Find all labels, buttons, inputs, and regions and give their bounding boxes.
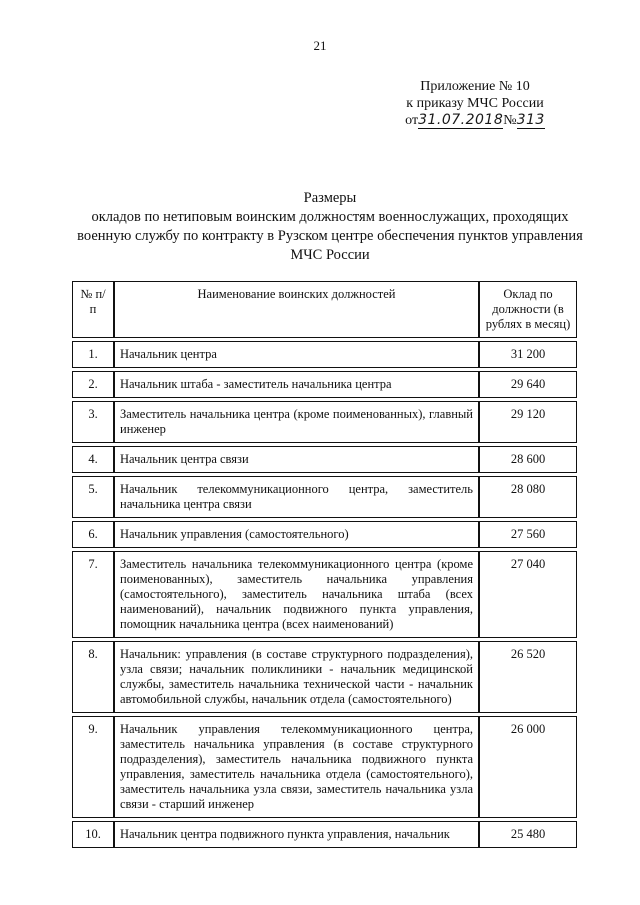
- order-date-handwritten: 31.07.2018: [418, 112, 504, 128]
- row-number: 1.: [72, 341, 114, 368]
- row-position: Заместитель начальника телекоммуникационного центра (кроме поименованных), заместитель начальника управления (самостоятельного), заместитель начальника штаба (всех наименований), начальник подвижного пункта управления, помощник начальника центра (всех наименований): [114, 551, 479, 638]
- table-row: [72, 821, 577, 848]
- row-position: Начальник центра: [114, 341, 479, 368]
- table-header-row: [72, 281, 577, 338]
- table-row: [72, 551, 577, 638]
- row-position: Начальник телекоммуникационного центра, заместитель начальника центра связи: [114, 476, 479, 518]
- row-number: 7.: [72, 551, 114, 638]
- row-salary: 29 120: [479, 401, 577, 443]
- appendix-block: [380, 78, 570, 129]
- row-salary: 28 080: [479, 476, 577, 518]
- heading-line-2: окладов по нетиповым воинским должностям военнослужащих, проходящих: [91, 209, 569, 225]
- order-date-line: [380, 112, 570, 129]
- document-heading: [60, 189, 600, 265]
- heading-line-1: Размеры: [303, 190, 357, 206]
- row-number: 8.: [72, 641, 114, 713]
- row-number: 6.: [72, 521, 114, 548]
- row-position: Начальник центра связи: [114, 446, 479, 473]
- row-salary: 31 200: [479, 341, 577, 368]
- table-row: [72, 716, 577, 818]
- row-position: Начальник управления (самостоятельного): [114, 521, 479, 548]
- table-row: [72, 641, 577, 713]
- appendix-title: Приложение № 10: [420, 79, 530, 94]
- row-position: Заместитель начальника центра (кроме поименованных), главный инженер: [114, 401, 479, 443]
- row-salary: 25 480: [479, 821, 577, 848]
- order-from-prefix: от: [405, 113, 419, 128]
- row-salary: 27 560: [479, 521, 577, 548]
- row-number: 4.: [72, 446, 114, 473]
- row-salary: 27 040: [479, 551, 577, 638]
- header-number: № п/п: [72, 281, 114, 338]
- row-number: 2.: [72, 371, 114, 398]
- row-number: 5.: [72, 476, 114, 518]
- appendix-order: к приказу МЧС России: [406, 96, 544, 111]
- row-position: Начальник центра подвижного пункта управления, начальник: [114, 821, 479, 848]
- table-row: [72, 476, 577, 518]
- page-number: 21: [313, 38, 327, 53]
- row-number: 9.: [72, 716, 114, 818]
- row-salary: 29 640: [479, 371, 577, 398]
- table-row: [72, 371, 577, 398]
- row-salary: 26 000: [479, 716, 577, 818]
- table-row: [72, 521, 577, 548]
- header-salary: Оклад по должности (в рублях в месяц): [479, 281, 577, 338]
- row-salary: 28 600: [479, 446, 577, 473]
- heading-line-4: МЧС России: [290, 247, 370, 263]
- heading-line-3: военную службу по контракту в Рузском центре обеспечения пунктов управления: [77, 228, 583, 244]
- row-position: Начальник: управления (в составе структурного подразделения), узла связи; начальник поликлиники - начальник медицинской службы, заместитель начальника технической части - начальник автомобильной службы, начальник отдела (самостоятельного): [114, 641, 479, 713]
- table-row: [72, 401, 577, 443]
- row-number: 10.: [72, 821, 114, 848]
- salary-table: [72, 278, 577, 851]
- row-position: Начальник штаба - заместитель начальника центра: [114, 371, 479, 398]
- order-number-handwritten: 313: [516, 112, 545, 128]
- row-position: Начальник управления телекоммуникационного центра, заместитель начальника управления (в составе структурного подразделения), заместитель начальника подвижного пункта управления, заместитель начальника отдела (самостоятельного), заместитель начальника узла связи, заместитель начальника узла связи - старший инженер: [114, 716, 479, 818]
- order-number-prefix: №: [503, 113, 517, 128]
- row-salary: 26 520: [479, 641, 577, 713]
- table-row: [72, 341, 577, 368]
- row-number: 3.: [72, 401, 114, 443]
- header-position-name: Наименование воинских должностей: [114, 281, 479, 338]
- table-row: [72, 446, 577, 473]
